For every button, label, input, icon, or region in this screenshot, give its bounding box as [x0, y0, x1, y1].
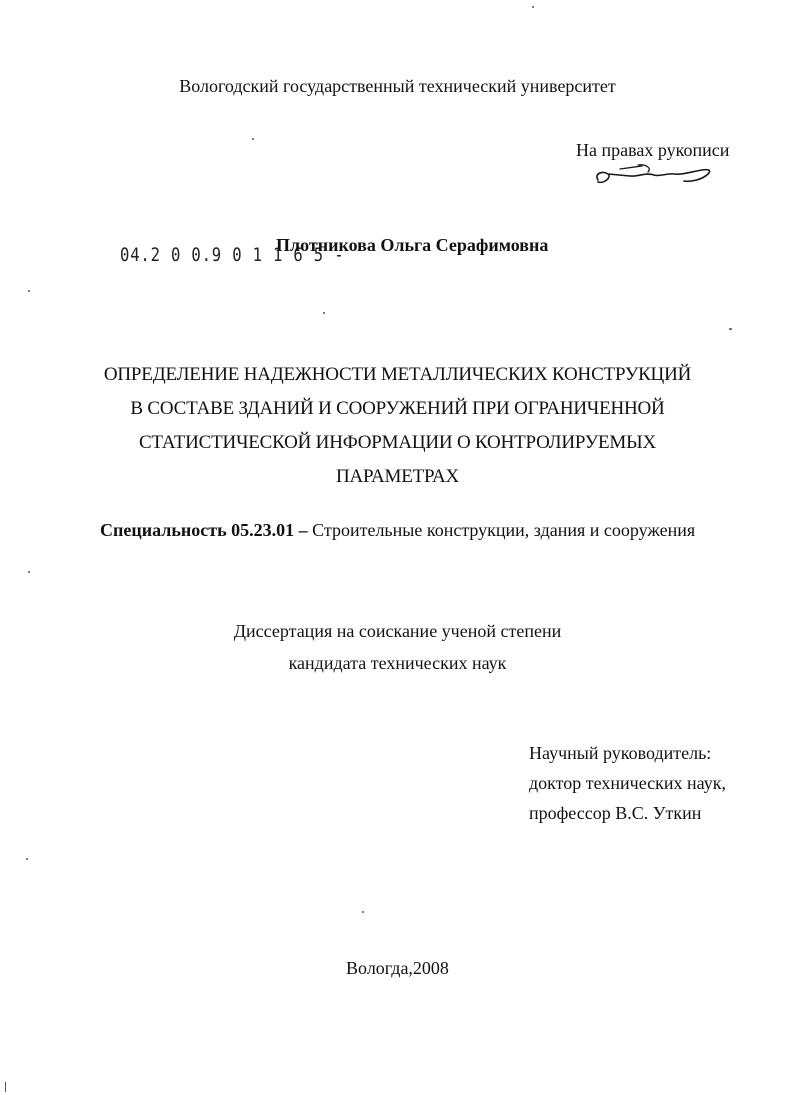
archive-code-stamp: 04.2 0 0.9 0 1 1 6 5 - — [120, 244, 345, 266]
scan-speck — [26, 858, 28, 860]
dissertation-title — [0, 358, 795, 494]
city-year: Вологда,2008 — [346, 958, 449, 978]
scan-speck — [323, 312, 325, 314]
advisor-name: профессор В.С. Уткин — [529, 803, 702, 823]
university-name: Вологодский государственный технический университет — [179, 76, 616, 96]
scan-speck — [252, 138, 254, 140]
scan-speck — [362, 911, 364, 913]
title-line: СТАТИСТИЧЕСКОЙ ИНФОРМАЦИИ О КОНТРОЛИРУЕМЫХ — [138, 432, 657, 453]
scan-speck — [5, 1082, 6, 1092]
thesis-line-1: Диссертация на соискание ученой степени — [233, 621, 562, 641]
thesis-statement — [0, 615, 795, 679]
author-name: Плотникова Ольга Серафимовна — [276, 235, 549, 255]
title-line: ОПРЕДЕЛЕНИЕ НАДЕЖНОСТИ МЕТАЛЛИЧЕСКИХ КОНСТРУКЦИЙ — [103, 364, 692, 385]
manuscript-rights-note: На правах рукописи — [576, 140, 730, 160]
signature-image — [590, 160, 720, 194]
thesis-line-2: кандидата технических наук — [288, 653, 507, 673]
specialty-line — [100, 520, 695, 541]
advisor-role: Научный руководитель: — [529, 743, 712, 763]
scan-speck — [729, 328, 732, 330]
specialty-text: Строительные конструкции, здания и сооружения — [307, 520, 696, 540]
specialty-label: Специальность 05.23.01 – — [100, 520, 308, 540]
scan-speck — [532, 6, 534, 8]
title-line: ПАРАМЕТРАХ — [336, 466, 459, 487]
scan-speck — [28, 571, 30, 573]
scientific-advisor — [529, 738, 726, 828]
title-line: В СОСТАВЕ ЗДАНИЙ И СООРУЖЕНИЙ ПРИ ОГРАНИЧЕННОЙ — [130, 398, 665, 419]
scan-speck — [28, 290, 30, 292]
advisor-degree: доктор технических наук, — [529, 773, 726, 793]
